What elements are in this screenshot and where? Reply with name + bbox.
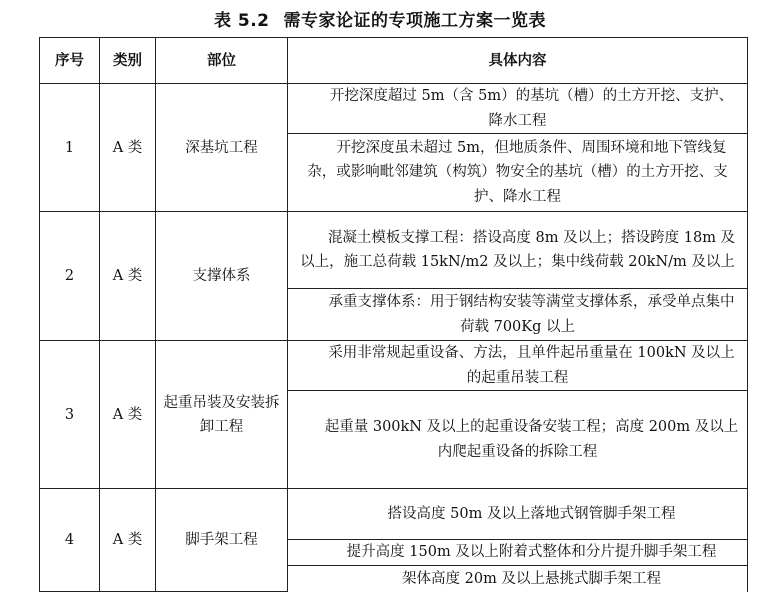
header-index: 序号 [40,38,100,84]
row-part: 起重吊装及安装拆卸工程 [156,341,288,489]
row-content: 采用非常规起重设备、方法，且单件起吊重量在 100kN 及以上的起重吊装工程 [288,341,748,391]
row-index: 1 [40,84,100,212]
row-index: 2 [40,212,100,341]
expert-review-table [39,37,748,592]
row-index: 4 [40,489,100,592]
header-row [40,38,748,84]
row-part: 支撑体系 [156,212,288,341]
header-category: 类别 [100,38,156,84]
table-row [40,489,748,540]
row-part: 脚手架工程 [156,489,288,592]
row-index: 3 [40,341,100,489]
table-title [0,6,760,32]
header-content: 具体内容 [288,38,748,84]
row-content: 提升高度 150m 及以上附着式整体和分片提升脚手架工程 [288,540,748,566]
table-row [40,84,748,134]
row-category: A 类 [100,212,156,341]
table-number: 表 5.2 [213,11,270,31]
row-content: 开挖深度虽未超过 5m，但地质条件、周围环境和地下管线复杂，或影响毗邻建筑（构筑）物安全的基坑（槽）的土方开挖、支护、降水工程 [288,134,748,212]
row-content: 搭设高度 50m 及以上落地式钢管脚手架工程 [288,489,748,540]
row-category: A 类 [100,341,156,489]
table-row [40,341,748,391]
row-category: A 类 [100,489,156,592]
row-part: 深基坑工程 [156,84,288,212]
table-row [40,212,748,289]
header-part: 部位 [156,38,288,84]
row-content: 架体高度 20m 及以上悬挑式脚手架工程 [288,566,748,592]
row-content: 起重量 300kN 及以上的起重设备安装工程；高度 200m 及以上内爬起重设备的拆除工程 [288,391,748,489]
row-content: 开挖深度超过 5m（含 5m）的基坑（槽）的土方开挖、支护、降水工程 [288,84,748,134]
row-content: 承重支撑体系：用于钢结构安装等满堂支撑体系，承受单点集中荷载 700Kg 以上 [288,289,748,341]
row-category: A 类 [100,84,156,212]
table-title-text: 需专家论证的专项施工方案一览表 [283,11,547,31]
row-content: 混凝土模板支撑工程：搭设高度 8m 及以上；搭设跨度 18m 及以上，施工总荷载 15kN/m2 及以上；集中线荷载 20kN/m 及以上 [288,212,748,289]
